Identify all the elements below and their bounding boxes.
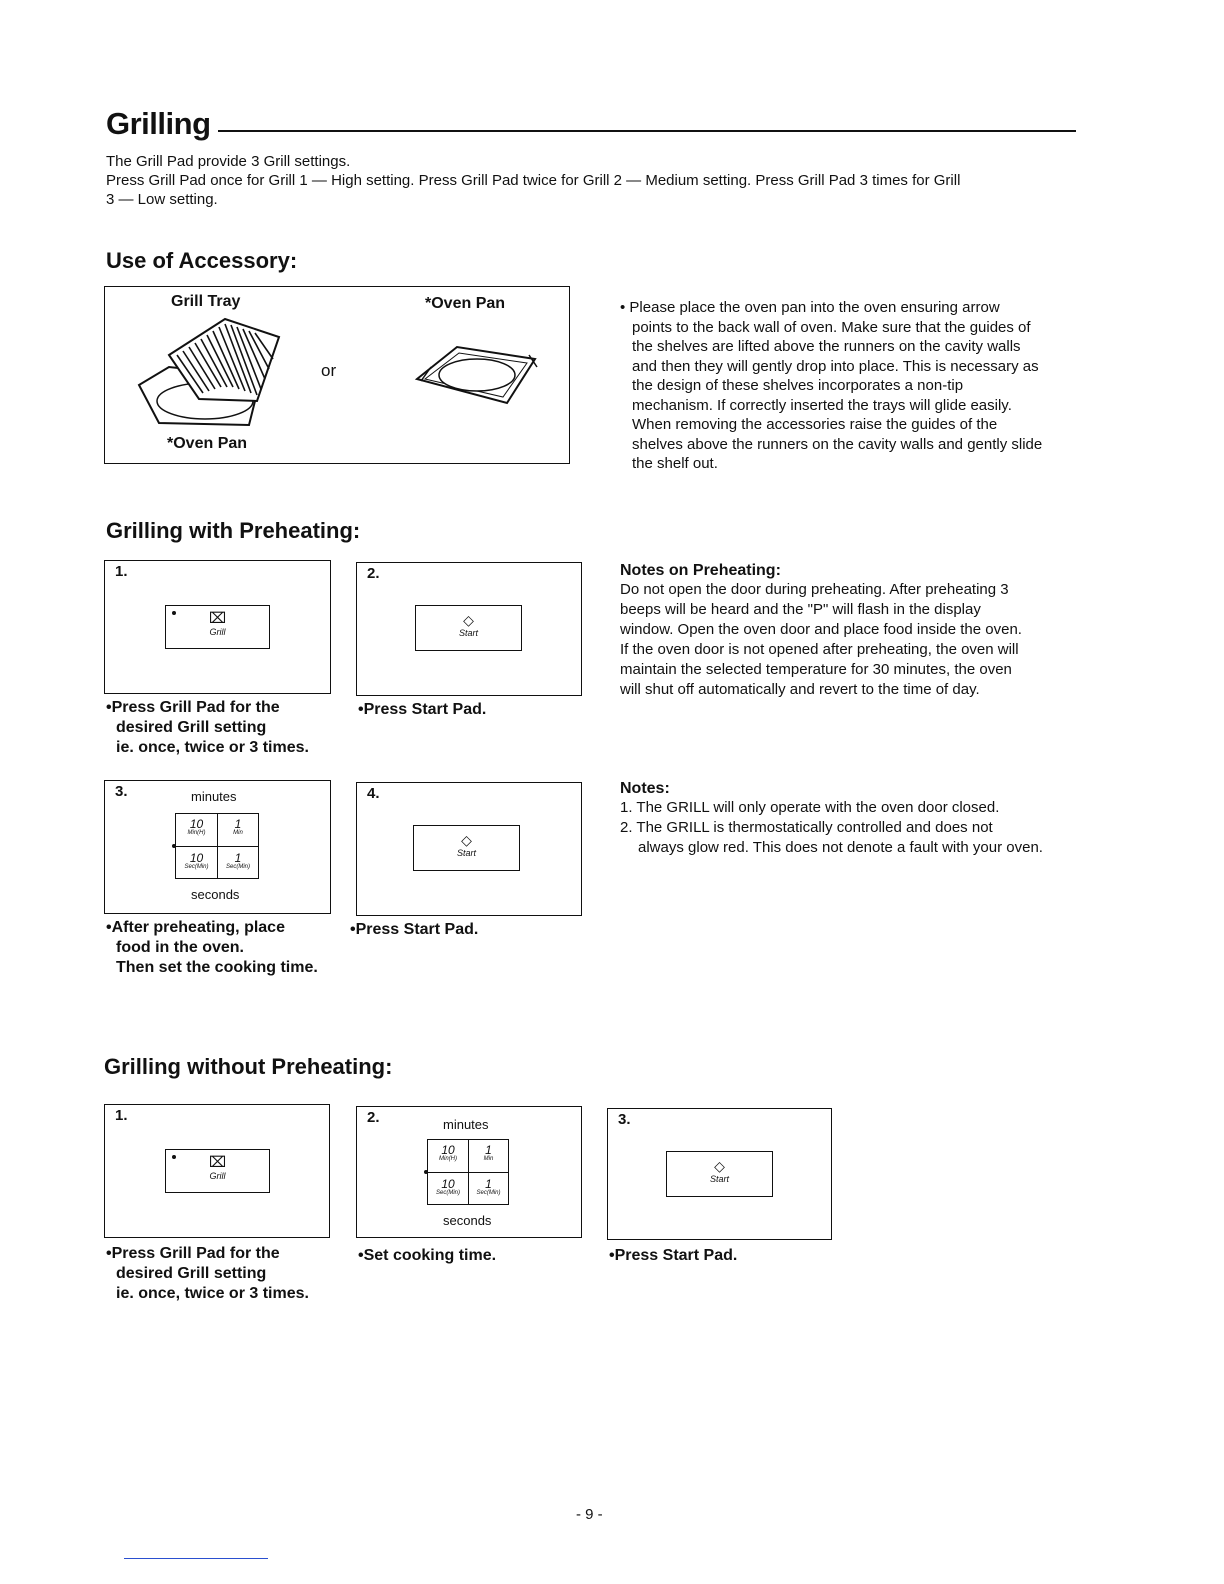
preheat-notes-line: If the oven door is not opened after preheating, the oven will	[620, 641, 1019, 658]
grid-divider	[428, 1172, 508, 1173]
pad-value: 1	[485, 1177, 492, 1191]
minutes-label: minutes	[191, 789, 237, 804]
page-number: - 9 -	[576, 1506, 603, 1523]
nopreheat-step3-box	[607, 1108, 832, 1240]
grill-pad-label: Grill	[209, 1171, 226, 1181]
caption-line: •Press Grill Pad for the	[106, 699, 280, 716]
preheat-step3-box	[104, 780, 331, 914]
pad-unit: Sec(Min)	[435, 1190, 460, 1196]
indicator-dot	[172, 611, 176, 615]
step-number: 3.	[115, 783, 128, 800]
ten-minutes-pad[interactable]	[428, 1144, 468, 1163]
accessory-note	[620, 298, 1100, 474]
accessory-note-line: points to the back wall of oven. Make sure that the guides of	[632, 318, 1031, 336]
ten-minutes-pad[interactable]	[176, 818, 217, 837]
grill-pad[interactable]	[165, 1149, 270, 1193]
minutes-label: minutes	[443, 1117, 489, 1132]
start-icon: ◇	[714, 1158, 725, 1174]
pad-unit: Min(H)	[187, 830, 206, 836]
footer-rule	[124, 1558, 268, 1559]
accessory-box	[104, 286, 570, 464]
time-pad-grid	[427, 1139, 509, 1205]
indicator-dot	[172, 844, 176, 848]
seconds-label: seconds	[443, 1213, 492, 1228]
indicator-dot	[172, 1155, 176, 1159]
caption-line: desired Grill setting	[116, 719, 267, 736]
preheat-step1-caption	[106, 698, 309, 758]
accessory-note-line: mechanism. If correctly inserted the trays will glide easily.	[632, 396, 1012, 414]
preheat-step2-box	[356, 562, 582, 696]
grill-icon: ⌧	[208, 610, 227, 627]
accessory-note-line: • Please place the oven pan into the oven ensuring arrow	[620, 299, 1000, 316]
step-number: 1.	[115, 1107, 128, 1124]
nopreheat-heading: Grilling without Preheating:	[104, 1054, 393, 1079]
start-pad-label: Start	[456, 848, 476, 858]
preheat-notes-line: will shut off automatically and revert to the time of day.	[620, 681, 980, 698]
nopreheat-step2-caption	[358, 1246, 496, 1266]
pad-value: 10	[441, 1177, 455, 1191]
accessory-note-line: the shelf out.	[632, 455, 718, 472]
step-number: 2.	[367, 1109, 380, 1126]
preheat-notes-line: beeps will be heard and the "P" will flash in the display	[620, 601, 981, 618]
pad-value: 10	[189, 817, 204, 831]
grill-pad-label: Grill	[209, 627, 226, 637]
preheat-notes-line: maintain the selected temperature for 30 minutes, the oven	[620, 661, 1012, 678]
caption-line: Then set the cooking time.	[116, 959, 318, 976]
caption-line: desired Grill setting	[116, 1265, 267, 1282]
time-pad-grid	[175, 813, 259, 879]
pad-unit: Min	[233, 830, 243, 836]
accessory-heading: Use of Accessory:	[106, 248, 298, 273]
oven-pan-label-left: *Oven Pan	[167, 435, 248, 452]
caption-line: ie. once, twice or 3 times.	[116, 739, 309, 756]
caption-line: •Press Start Pad.	[609, 1247, 738, 1264]
grill-icon: ⌧	[208, 1154, 227, 1171]
caption-line: •After preheating, place	[106, 919, 285, 936]
oven-pan-label-right: *Oven Pan	[425, 295, 506, 312]
grill-pad[interactable]	[165, 605, 270, 649]
pad-value: 1	[234, 851, 242, 865]
step-number: 3.	[618, 1111, 631, 1128]
grill-notes	[620, 780, 1100, 858]
accessory-note-line: and then they will gently drop into place. This is necessary as	[632, 357, 1039, 375]
nopreheat-step3-caption	[609, 1246, 737, 1266]
start-pad[interactable]	[413, 825, 520, 871]
pad-unit: Sec(Min)	[225, 864, 250, 870]
ten-seconds-pad[interactable]	[176, 852, 217, 871]
pad-value: 1	[485, 1143, 492, 1157]
accessory-note-line: shelves above the runners on the cavity walls and gently slide	[632, 435, 1043, 453]
intro-line: The Grill Pad provide 3 Grill settings.	[106, 153, 351, 170]
grill-notes-line: 1. The GRILL will only operate with the oven door closed.	[620, 799, 1000, 816]
grill-notes-title: Notes:	[620, 780, 670, 797]
ten-seconds-pad[interactable]	[428, 1178, 468, 1197]
step-number: 4.	[367, 785, 380, 802]
grid-divider	[176, 846, 258, 847]
preheat-step3-caption	[106, 918, 318, 978]
caption-line: •Press Start Pad.	[350, 921, 479, 938]
preheat-notes	[620, 562, 1100, 700]
pad-unit: Min	[483, 1156, 494, 1162]
nopreheat-step1-caption	[106, 1244, 309, 1304]
pad-value: 1	[234, 817, 242, 831]
one-second-pad[interactable]	[469, 1178, 508, 1197]
nopreheat-step1-box	[104, 1104, 330, 1238]
start-icon: ◇	[461, 832, 472, 848]
pad-unit: Sec(Min)	[476, 1190, 501, 1196]
pad-unit: Sec(Min)	[184, 864, 209, 870]
start-pad-label: Start	[458, 628, 478, 638]
start-icon: ◇	[463, 612, 474, 628]
indicator-dot	[424, 1170, 428, 1174]
intro-text	[106, 152, 1086, 209]
page-title: Grilling	[106, 106, 211, 141]
start-pad-label: Start	[709, 1174, 729, 1184]
one-minute-pad[interactable]	[469, 1144, 508, 1163]
caption-line: ie. once, twice or 3 times.	[116, 1285, 309, 1302]
title-rule	[218, 130, 1076, 132]
seconds-label: seconds	[191, 887, 240, 902]
preheat-step1-box	[104, 560, 331, 694]
caption-line: •Set cooking time.	[358, 1247, 497, 1264]
accessory-note-line: the design of these shelves incorporates a non-tip	[632, 377, 964, 394]
preheat-notes-line: window. Open the oven door and place food inside the oven.	[620, 621, 1022, 638]
one-second-pad[interactable]	[218, 852, 258, 871]
preheat-notes-line: Do not open the door during preheating. After preheating 3	[620, 581, 1009, 598]
caption-line: •Press Start Pad.	[358, 701, 487, 718]
grill-notes-line: always glow red. This does not denote a fault with your oven.	[638, 839, 1043, 856]
caption-line: food in the oven.	[116, 939, 244, 956]
start-pad[interactable]	[415, 605, 522, 651]
grill-tray-label: Grill Tray	[171, 293, 241, 310]
oven-pan-illustration	[411, 337, 541, 409]
preheat-notes-title: Notes on Preheating:	[620, 562, 781, 579]
preheat-heading: Grilling with Preheating:	[106, 518, 361, 543]
step-number: 2.	[367, 565, 380, 582]
start-pad[interactable]	[666, 1151, 773, 1197]
preheat-step4-box	[356, 782, 582, 916]
one-minute-pad[interactable]	[218, 818, 258, 837]
preheat-step2-caption	[358, 700, 486, 720]
grill-tray-illustration	[129, 315, 289, 435]
accessory-note-line: the shelves are lifted above the runners on the cavity walls	[632, 338, 1021, 355]
intro-line: 3 — Low setting.	[106, 191, 218, 208]
accessory-note-line: When removing the accessories raise the guides of the	[632, 416, 998, 433]
preheat-step4-caption	[350, 920, 478, 940]
caption-line: •Press Grill Pad for the	[106, 1245, 280, 1262]
intro-line: Press Grill Pad once for Grill 1 — High setting. Press Grill Pad twice for Grill 2 — Medium setting. Press Grill Pad 3 times for Grill	[106, 172, 961, 189]
or-label: or	[321, 361, 337, 380]
step-number: 1.	[115, 563, 128, 580]
grill-notes-line: 2. The GRILL is thermostatically controlled and does not	[620, 819, 993, 836]
pad-value: 10	[189, 851, 204, 865]
pad-unit: Min(H)	[439, 1156, 457, 1162]
pad-value: 10	[441, 1143, 455, 1157]
nopreheat-step2-box	[356, 1106, 582, 1238]
